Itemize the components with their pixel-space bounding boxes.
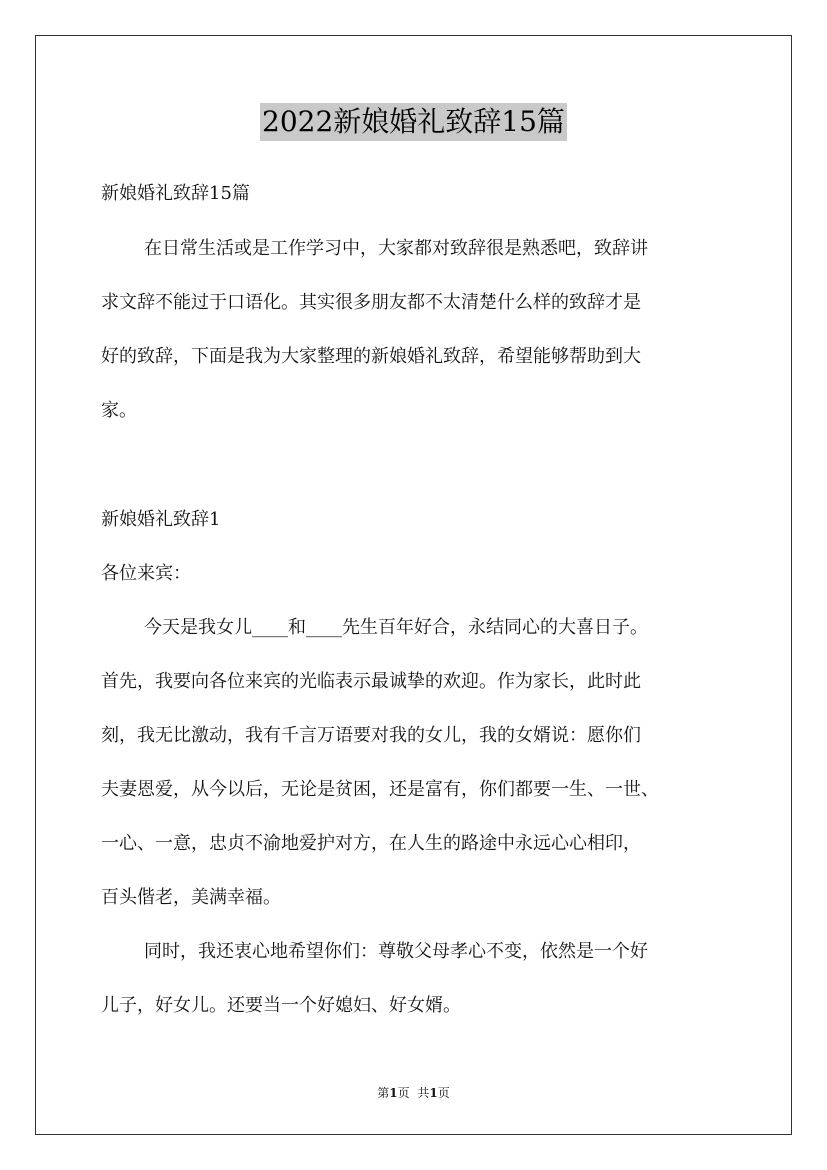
page-title: 2022新娘婚礼致辞15篇	[260, 103, 567, 141]
footer-total-prefix: 共	[417, 1086, 430, 1100]
para1-line-5: 一心、一意，忠贞不渝地爱护对方，在人生的路途中永远心心相印，	[101, 833, 641, 854]
para1-line-1: 今天是我女儿____和____先生百年好合，永结同心的大喜日子。	[144, 617, 648, 638]
para1-line-4: 夫妻恩爱，从今以后，无论是贫困，还是富有，你们都要一生、一世、	[101, 779, 659, 800]
intro-line-4: 家。	[101, 400, 137, 421]
para1-line-3: 刻，我无比激动，我有千言万语要对我的女儿，我的女婿说：愿你们	[101, 725, 641, 746]
title-block	[0, 103, 827, 141]
intro-line-2: 求文辞不能过于口语化。其实很多朋友都不太清楚什么样的致辞才是	[101, 292, 641, 313]
footer-total-number: 1	[429, 1086, 438, 1100]
para2-line-1: 同时，我还衷心地希望你们：尊敬父母孝心不变，依然是一个好	[144, 941, 648, 962]
footer-page-suffix: 页	[397, 1086, 410, 1100]
greeting: 各位来宾：	[101, 563, 191, 584]
para1-line-6: 百头偕老，美满幸福。	[101, 887, 281, 908]
footer-page-prefix: 第	[377, 1086, 390, 1100]
para2-line-2: 儿子，好女儿。还要当一个好媳妇、好女婿。	[101, 995, 461, 1016]
intro-line-1: 在日常生活或是工作学习中，大家都对致辞很是熟悉吧，致辞讲	[144, 238, 648, 259]
footer-page-number: 1	[389, 1086, 398, 1100]
document-subtitle: 新娘婚礼致辞15篇	[101, 183, 250, 204]
section-heading: 新娘婚礼致辞1	[101, 509, 221, 530]
intro-line-3: 好的致辞，下面是我为大家整理的新娘婚礼致辞，希望能够帮助到大	[101, 346, 641, 367]
page-footer	[0, 1085, 827, 1101]
footer-total-suffix: 页	[437, 1086, 450, 1100]
para1-line-2: 首先，我要向各位来宾的光临表示最诚挚的欢迎。作为家长，此时此	[101, 671, 641, 692]
